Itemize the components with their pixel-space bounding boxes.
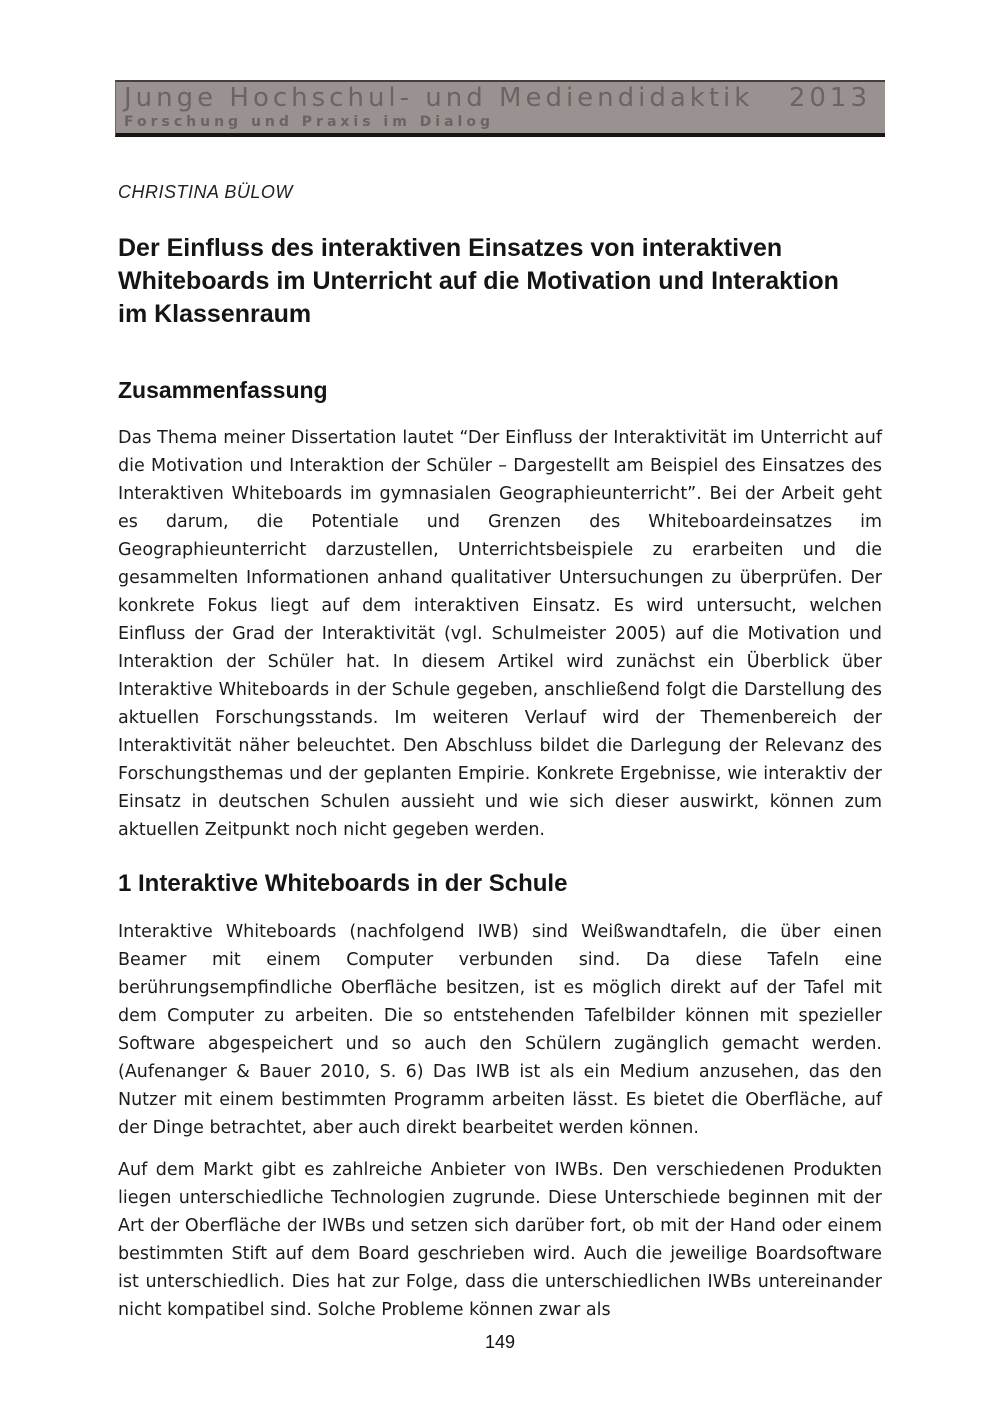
section-interaktive-whiteboards: [118, 870, 882, 1324]
article-title: Der Einfluss des interaktiven Einsatzes von interaktiven Whiteboards im Unterricht auf die Motivation und Interaktion im Klassenraum: [118, 234, 839, 328]
page-number: 149: [484, 1332, 516, 1352]
author-name: CHRISTINA BÜLOW: [118, 182, 293, 202]
section-heading-zusammenfassung: Zusammenfassung: [118, 377, 328, 403]
article-content: [118, 182, 882, 1324]
journal-title: Junge Hochschul- und Mediendidaktik: [124, 83, 754, 113]
paragraph: Auf dem Markt gibt es zahlreiche Anbieter von IWBs. Den verschiedenen Produkten liegen unterschiedliche Technologien zugrunde. Diese Unterschiede beginnen mit der Art der Oberfläche der IWBs und setzen sich darüber fort, ob mit der Hand oder einem bestimmten Stift auf dem Board geschrieben wird. Auch die jeweilige Boardsoftware ist unterschiedlich. Dies hat zur Folge, dass die unterschiedlichen IWBs untereinander nicht kompatibel sind. Solche Probleme können zwar als: [118, 1160, 882, 1320]
paragraph: Das Thema meiner Dissertation lautet “Der Einfluss der Interaktivität im Unterricht auf die Motivation und Interaktion der Schüler – Dargestellt am Beispiel des Einsatzes des Interaktiven Whiteboards im gymnasialen Geographieunterricht”. Bei der Arbeit geht es darum, die Potentiale und Grenzen des Whiteboardeinsatzes im Geographieunterricht darzustellen, Unterrichtsbeispiele zu erarbeiten und die gesammelten Informationen anhand qualitativer Untersuchungen zu überprüfen. Der konkrete Fokus liegt auf dem interaktiven Einsatz. Es wird untersucht, welchen Einfluss der Grad der Interaktivität (vgl. Schulmeister 2005) auf die Motivation und Interaktion der Schüler hat. In diesem Artikel wird zunächst ein Überblick über Interaktive Whiteboards in der Schule gegeben, anschließend folgt die Darstellung des aktuellen Forschungsstands. Im weiteren Verlauf wird der Themenbereich der Interaktivität näher beleuchtet. Den Abschluss bildet die Darlegung der Relevanz des Forschungsthemas und der geplanten Empirie. Konkrete Ergebnisse, wie interaktiv der Einsatz in deutschen Schulen aussieht und wie sich dieser auswirkt, können zum aktuellen Zeitpunkt noch nicht gegeben werden.: [118, 428, 882, 840]
journal-banner: [115, 80, 885, 137]
journal-year: 2013: [788, 83, 871, 113]
section-zusammenfassung: [118, 377, 882, 844]
journal-subtitle: Forschung und Praxis im Dialog: [124, 114, 494, 130]
page-footer: [0, 1332, 1000, 1353]
section-heading-interaktive-whiteboards: 1 Interaktive Whiteboards in der Schule: [118, 870, 568, 897]
journal-banner-row: [124, 83, 871, 113]
paragraph: Interaktive Whiteboards (nachfolgend IWB) sind Weißwandtafeln, die über einen Beamer mit einem Computer verbunden sind. Da diese Tafeln eine berührungsempfindliche Oberfläche besitzen, ist es möglich direkt auf der Tafel mit dem Computer zu arbeiten. Die so entstehenden Tafelbilder können mit spezieller Software abgespeichert und so auch den Schülern zugänglich gemacht werden. (Aufenanger & Bauer 2010, S. 6) Das IWB ist als ein Medium anzusehen, das den Nutzer mit einem bestimmten Programm arbeiten lässt. Es bietet die Oberfläche, auf der Dinge betrachtet, aber auch direkt bearbeitet werden können.: [118, 922, 882, 1138]
